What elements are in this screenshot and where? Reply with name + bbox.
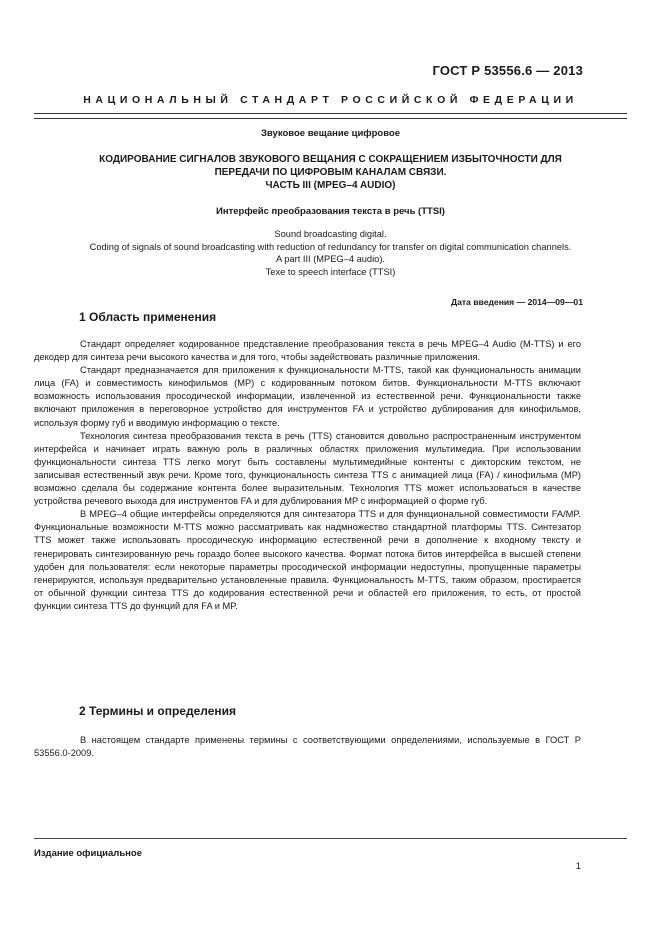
interface-title-ru: Интерфейс преобразования текста в речь (TTSI) (216, 206, 445, 217)
english-title (34, 228, 627, 278)
subtitle-ru: Звуковое вещание цифровое (260, 128, 401, 139)
header-divider-thick (34, 118, 627, 119)
english-title-line-1: Sound broadcasting digital. (274, 229, 387, 239)
section-1-heading: 1 Область применения (79, 310, 217, 324)
section-2-heading: 2 Термины и определения (79, 704, 237, 718)
section-1-paragraph: Стандарт определяет кодированное представление преобразования текста в речь MPEG–4 Audio (M-TTS) и его декодер для синтеза речи высокого качества и для того, чтобы задействовать различные приложения. (34, 339, 581, 363)
section-1-paragraph: Стандарт предназначается для приложения к функциональности M-TTS, такой как функциональность анимации лица (FA) и совместимость кинофильмов (MP) с кодированным потоком битов. Функциональности M-TTS включают возможность использования просодической информации, извлеченной из естественной речи. Функциональности также включают приложения в переговорное устройство для инструментов FA и устройство дублирования для кинофильмов, используя форму губ и вводимую информацию о тексте. (34, 365, 581, 428)
header-divider-thin (34, 113, 627, 114)
national-standard-title: НАЦИОНАЛЬНЫЙ СТАНДАРТ РОССИЙСКОЙ ФЕДЕРАЦИИ (83, 94, 578, 106)
main-title-ru (34, 153, 627, 192)
standard-number: ГОСТ Р 53556.6 — 2013 (432, 63, 583, 78)
english-title-line-4: Texe to speech interface (TTSI) (265, 266, 396, 277)
section-1-paragraph: Технология синтеза преобразования текста в речь (TTS) становится довольно распространенным инструментом интерфейса и начинает играть важную роль в различных областях приложения мультимедиа. При использовании функциональности синтеза TTS легко могут быть составлены мультимедийные контенты с дикторским текстом, не записывая естественный звук речи. Кроме того, функциональность синтеза TTS с анимацией лица (FA) / кинофильма (MP) возможно сделала бы содержание контента более выразительным. Технология TTS может использоваться в качестве устройства речевого выхода для инструментов FA и для дублирования MP с информацией о форме губ. (34, 430, 581, 507)
main-title-line-1: КОДИРОВАНИЕ СИГНАЛОВ ЗВУКОВОГО ВЕЩАНИЯ С СОКРАЩЕНИЕМ ИЗБЫТОЧНОСТИ ДЛЯ (99, 154, 562, 165)
official-edition-label: Издание официальное (34, 848, 142, 859)
section-1-paragraph: В MPEG–4 общие интерфейсы определяются для синтезатора TTS и для функциональной совместимости FA/MP. Функциональные возможности M-TTS можно рассматривать как надмножество стандартной платформы TTS. Синтезатор TTS может также использовать просодическую информацию естественной речи в дополнение к входному тексту и генерировать синтезированную речь гораздо более высокого качества. Формат потока битов интерфейса в высшей степени удобен для пользователя: если некоторые параметры просодической информации недоступны, пропущенные параметры генерируются, используя предварительно установленные правила. Функциональность M-TTS, таким образом, простирается от обычной функции синтеза TTS до кодирования естественной речи и областей его приложения, то есть, от простой функции синтеза TTS до функций для FA и MP. (34, 509, 581, 611)
main-title-line-3: ЧАСТЬ III (MPEG–4 AUDIO) (265, 180, 396, 191)
section-2-body (34, 734, 581, 760)
main-title-line-2: ПЕРЕДАЧИ ПО ЦИФРОВЫМ КАНАЛАМ СВЯЗИ. (214, 167, 447, 178)
section-1-body (34, 338, 581, 613)
english-title-line-3: A part III (MPEG–4 audio). (275, 254, 386, 265)
introduction-date: Дата введения — 2014—09—01 (450, 297, 583, 307)
english-title-line-2: Coding of signals of sound broadcasting with reduction of redundancy for transfer on digital communication channels. (89, 241, 572, 252)
footer-divider (34, 838, 627, 839)
page-number: 1 (575, 861, 581, 872)
section-2-paragraph: В настоящем стандарте применены термины с соответствующими определениями, используемые в ГОСТ Р 53556.0-2009. (34, 735, 581, 759)
